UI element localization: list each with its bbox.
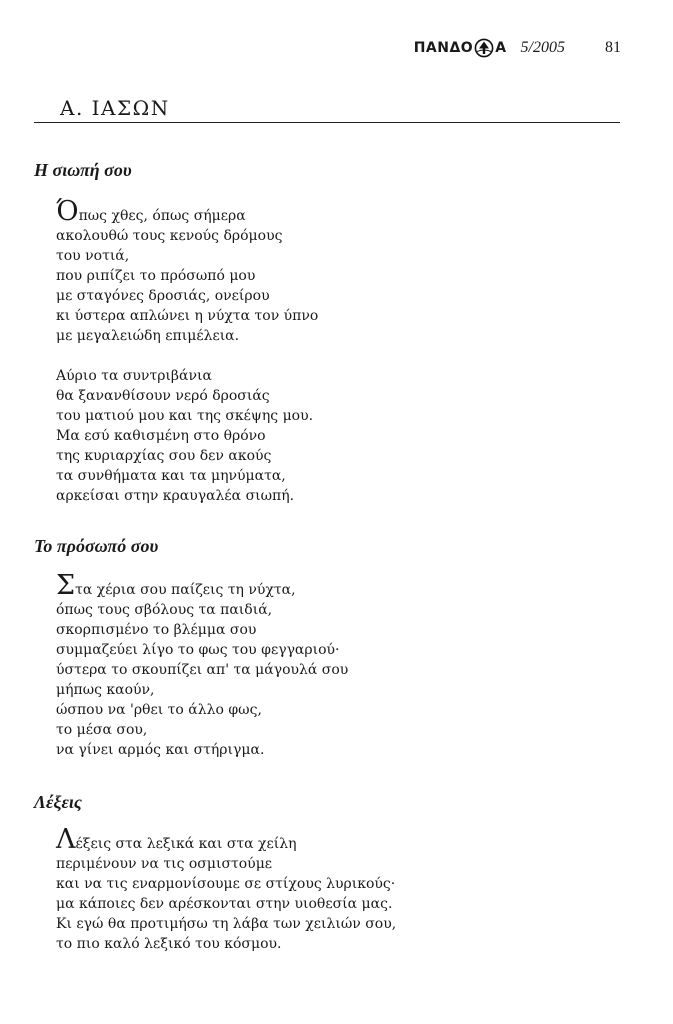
poem-body: [56, 824, 397, 974]
poem-line: Κι εγώ θα προτιμήσω τη λάβα των χειλιών σου,: [56, 916, 397, 932]
poem-line: με σταγόνες δροσιάς, ονείρου: [56, 288, 270, 304]
magazine-name-prefix: ΠΑΝΔΟ: [413, 40, 474, 56]
magazine-name-suffix: Α: [495, 40, 507, 56]
poem-stanza: [56, 824, 397, 954]
poem-line: μήπως καούν,: [56, 682, 155, 698]
poem-line: αρκείσαι στην κραυγαλέα σιωπή.: [56, 488, 295, 504]
poem-line: συμμαζεύει λίγο το φως του φεγγαριού·: [56, 642, 340, 658]
poem-line: Στα χέρια σου παίζεις τη νύχτα,: [56, 570, 296, 601]
poem-line: μα κάποιες δεν αρέσκονται στην υιοθεσία μας.: [56, 896, 393, 912]
issue-number: 5/2005: [520, 39, 565, 56]
poem-line: Αύριο τα συντριβάνια: [56, 368, 212, 384]
magazine-name: [414, 38, 507, 58]
poem-line: Λέξεις στα λεξικά και στα χείλη: [56, 824, 297, 855]
poem-line: θα ξανανθίσουν νερό δροσιάς: [56, 388, 270, 404]
poem-line: το πιο καλό λεξικό του κόσμου.: [56, 936, 282, 952]
poem-line: τα συνθήματα και τα μηνύματα,: [56, 468, 286, 484]
poem-body: [56, 196, 319, 526]
poem-line: σκορπισμένο το βλέμμα σου: [56, 622, 257, 638]
poem-line: του νοτιά,: [56, 248, 130, 264]
poem-line: με μεγαλειώδη επιμέλεια.: [56, 328, 240, 344]
poem-body: [56, 570, 349, 780]
poem-line: που ριπίζει το πρόσωπό μου: [56, 268, 256, 284]
poem-title: Λέξεις: [34, 792, 82, 812]
poem-line: της κυριαρχίας σου δεν ακούς: [56, 448, 272, 464]
drop-cap: Ό: [56, 196, 79, 227]
poem-line: ώσπου να 'ρθει το άλλο φως,: [56, 702, 262, 718]
tree-emblem-icon: [474, 38, 494, 58]
poem-stanza: [56, 570, 349, 760]
poem-line: να γίνει αρμός και στήριγμα.: [56, 742, 265, 758]
page-number: 81: [605, 39, 621, 56]
poem-title: Το πρόσωπό σου: [34, 536, 159, 556]
poem-line: και να τις εναρμονίσουμε σε στίχους λυρικούς·: [56, 876, 396, 892]
drop-cap: Σ: [56, 570, 76, 601]
drop-cap: Λ: [56, 824, 76, 855]
poem-line: το μέσα σου,: [56, 722, 148, 738]
poem-line: περιμένουν να τις οσμιστούμε: [56, 856, 273, 872]
poem-line: κι ύστερα απλώνει η νύχτα τον ύπνο: [56, 308, 319, 324]
poem-line: του ματιού μου και της σκέψης μου.: [56, 408, 314, 424]
poem-line: ακολουθώ τους κενούς δρόμους: [56, 228, 283, 244]
running-header: [414, 38, 621, 58]
poem-line: Μα εσύ καθισμένη στο θρόνο: [56, 428, 266, 444]
author-name: Α. ΙΑΣΩΝ: [60, 96, 170, 120]
author-rule: [34, 122, 620, 123]
poem-stanza: [56, 366, 318, 506]
poem-line: Όπως χθες, όπως σήμερα: [56, 196, 246, 227]
poem-line: όπως τους σβόλους τα παιδιά,: [56, 602, 273, 618]
poem-title: Η σιωπή σου: [34, 160, 132, 180]
poem-line: ύστερα το σκουπίζει απ' τα μάγουλά σου: [56, 662, 349, 678]
poem-stanza: [56, 196, 319, 346]
